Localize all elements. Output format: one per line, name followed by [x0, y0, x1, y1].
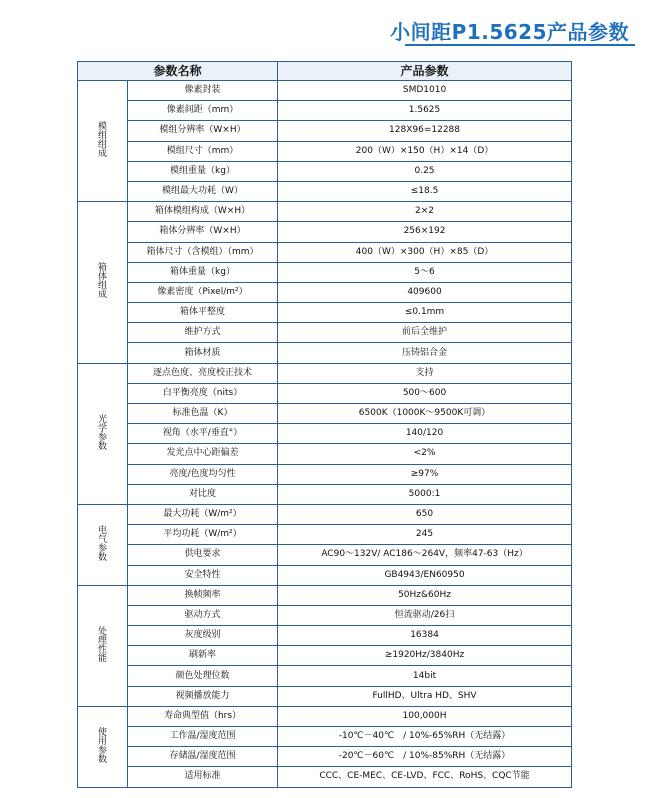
- table-row: [78, 81, 572, 101]
- param-value: SMD1010: [278, 81, 572, 101]
- param-value: 50Hz&60Hz: [278, 585, 572, 605]
- page-title: 小间距P1.5625产品参数: [390, 20, 629, 44]
- param-label: 箱体分辨率（W×H）: [128, 222, 278, 242]
- table-row: [78, 585, 572, 605]
- spec-body: [78, 81, 572, 788]
- table-row: [78, 383, 572, 403]
- param-value: 256×192: [278, 222, 572, 242]
- category-cell: [78, 585, 128, 706]
- param-label: 像素密度（Pixel/m²）: [128, 282, 278, 302]
- param-value: ≥1920Hz/3840Hz: [278, 646, 572, 666]
- param-label: 存储温/湿度范围: [128, 747, 278, 767]
- table-header-row: [78, 62, 572, 81]
- param-value: -20℃－60℃ / 10%-85%RH（无结露）: [278, 747, 572, 767]
- param-value: 5000:1: [278, 484, 572, 504]
- category-label: 使用参数: [97, 727, 107, 765]
- table-row: [78, 323, 572, 343]
- param-value: FullHD、Ultra HD、SHV: [278, 686, 572, 706]
- param-value: ≤18.5: [278, 181, 572, 201]
- param-label: 箱体重量（kg）: [128, 262, 278, 282]
- table-row: [78, 605, 572, 625]
- table-row: [78, 303, 572, 323]
- table-row: [78, 747, 572, 767]
- param-label: 颜色处理位数: [128, 666, 278, 686]
- table-row: [78, 484, 572, 504]
- param-label: 灰度级别: [128, 626, 278, 646]
- param-value: ≥97%: [278, 464, 572, 484]
- param-value: 128X96=12288: [278, 121, 572, 141]
- table-row: [78, 404, 572, 424]
- param-value: 409600: [278, 282, 572, 302]
- table-row: [78, 504, 572, 524]
- param-label: 亮度/色度均匀性: [128, 464, 278, 484]
- param-label: 驱动方式: [128, 605, 278, 625]
- param-value: 0.25: [278, 161, 572, 181]
- category-label: 电气参数: [97, 525, 107, 563]
- param-value: 400（W）×300（H）×85（D）: [278, 242, 572, 262]
- param-label: 最大功耗（W/m²）: [128, 504, 278, 524]
- param-value: 5～6: [278, 262, 572, 282]
- param-value: CCC、CE-MEC、CE-LVD、FCC、RoHS、CQC节能: [278, 767, 572, 787]
- title-underline: [405, 44, 635, 46]
- param-label: 对比度: [128, 484, 278, 504]
- table-row: [78, 444, 572, 464]
- param-label: 视角（水平/垂直°）: [128, 424, 278, 444]
- param-label: 视频播放能力: [128, 686, 278, 706]
- param-label: 像素间距（mm）: [128, 101, 278, 121]
- param-label: 寿命典型值（hrs）: [128, 706, 278, 726]
- param-value: 16384: [278, 626, 572, 646]
- param-label: 模组尺寸（mm）: [128, 141, 278, 161]
- param-label: 箱体材质: [128, 343, 278, 363]
- param-value: 前后全维护: [278, 323, 572, 343]
- table-row: [78, 262, 572, 282]
- param-value: 1.5625: [278, 101, 572, 121]
- param-value: 650: [278, 504, 572, 524]
- param-value: 恒流驱动/26扫: [278, 605, 572, 625]
- param-label: 工作温/湿度范围: [128, 727, 278, 747]
- category-cell: [78, 706, 128, 787]
- param-value: 14bit: [278, 666, 572, 686]
- param-label: 维护方式: [128, 323, 278, 343]
- param-label: 像素封装: [128, 81, 278, 101]
- param-value: 140/120: [278, 424, 572, 444]
- category-label: 光学参数: [97, 414, 107, 452]
- category-cell: [78, 81, 128, 202]
- table-row: [78, 363, 572, 383]
- param-label: 箱体模组构成（W×H）: [128, 202, 278, 222]
- table-row: [78, 545, 572, 565]
- table-row: [78, 242, 572, 262]
- param-label: 标准色温（K）: [128, 404, 278, 424]
- table-row: [78, 141, 572, 161]
- param-label: 白平衡亮度（nits）: [128, 383, 278, 403]
- spec-table: [77, 61, 572, 788]
- param-value: ≤0.1mm: [278, 303, 572, 323]
- table-row: [78, 424, 572, 444]
- table-row: [78, 706, 572, 726]
- table-row: [78, 626, 572, 646]
- header-param-name: 参数名称: [78, 62, 278, 81]
- header-param-value: 产品参数: [278, 62, 572, 81]
- param-label: 供电要求: [128, 545, 278, 565]
- param-label: 模组最大功耗（W）: [128, 181, 278, 201]
- table-row: [78, 101, 572, 121]
- param-value: 245: [278, 525, 572, 545]
- category-cell: [78, 504, 128, 585]
- param-label: 平均功耗（W/m²）: [128, 525, 278, 545]
- param-label: 箱体尺寸（含模组）（mm）: [128, 242, 278, 262]
- table-row: [78, 727, 572, 747]
- param-value: -10℃－40℃ / 10%-65%RH（无结露）: [278, 727, 572, 747]
- category-label: 处理性能: [97, 626, 107, 664]
- category-cell: [78, 363, 128, 504]
- table-row: [78, 282, 572, 302]
- table-row: [78, 686, 572, 706]
- param-label: 适用标准: [128, 767, 278, 787]
- param-value: 压铸铝合金: [278, 343, 572, 363]
- table-row: [78, 565, 572, 585]
- table-row: [78, 646, 572, 666]
- table-row: [78, 181, 572, 201]
- table-row: [78, 343, 572, 363]
- category-cell: [78, 202, 128, 364]
- param-value: 200（W）×150（H）×14（D）: [278, 141, 572, 161]
- param-label: 箱体平整度: [128, 303, 278, 323]
- table-row: [78, 464, 572, 484]
- table-row: [78, 767, 572, 787]
- param-value: 支持: [278, 363, 572, 383]
- table-row: [78, 222, 572, 242]
- param-label: 逐点色度、亮度校正技术: [128, 363, 278, 383]
- param-label: 模组重量（kg）: [128, 161, 278, 181]
- param-value: 500～600: [278, 383, 572, 403]
- param-value: GB4943/EN60950: [278, 565, 572, 585]
- param-value: AC90～132V/ AC186～264V，频率47-63（Hz）: [278, 545, 572, 565]
- param-label: 发光点中心距偏差: [128, 444, 278, 464]
- param-value: 6500K（1000K～9500K可调）: [278, 404, 572, 424]
- param-label: 模组分辨率（W×H）: [128, 121, 278, 141]
- param-label: 刷新率: [128, 646, 278, 666]
- param-value: 2×2: [278, 202, 572, 222]
- table-row: [78, 666, 572, 686]
- table-row: [78, 202, 572, 222]
- category-label: 箱体组成: [97, 263, 107, 301]
- param-value: <2%: [278, 444, 572, 464]
- table-row: [78, 121, 572, 141]
- param-value: 100,000H: [278, 706, 572, 726]
- param-label: 安全特性: [128, 565, 278, 585]
- table-row: [78, 161, 572, 181]
- param-label: 换帧频率: [128, 585, 278, 605]
- category-label: 模组组成: [97, 122, 107, 160]
- table-row: [78, 525, 572, 545]
